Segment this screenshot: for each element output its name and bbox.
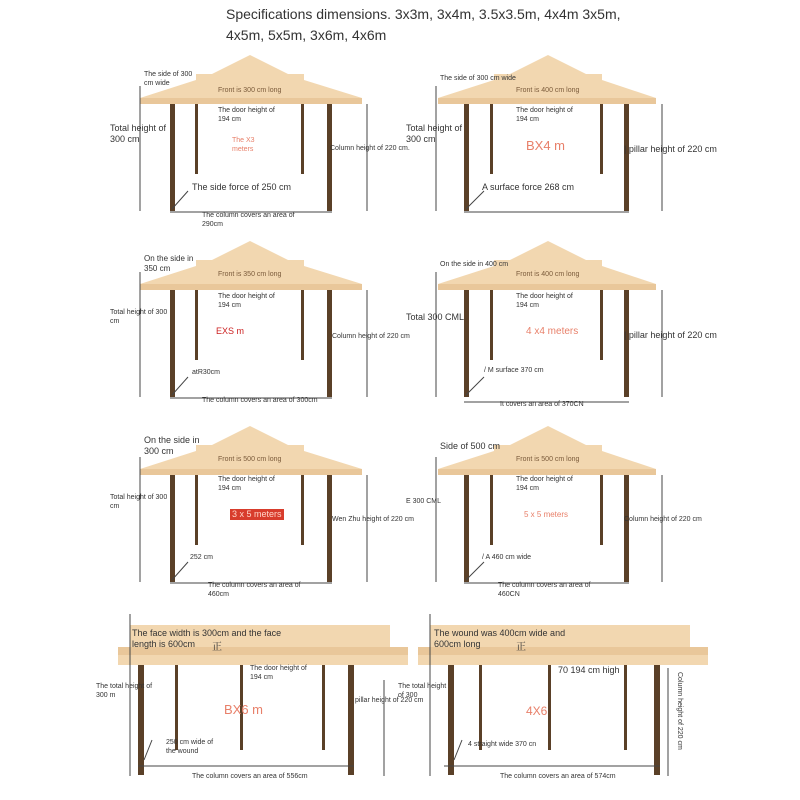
header-line-2: 4x5m, 5x5m, 3x6m, 4x6m <box>226 27 387 43</box>
pillar-front-right <box>624 290 629 397</box>
canopy-band <box>196 260 304 266</box>
column-area-label: The column covers an area of 556cm <box>192 773 308 780</box>
canopy-top <box>212 241 288 260</box>
column-height-label: pillar height of 220 cm <box>355 697 424 704</box>
gazebo-panel-8 <box>396 600 796 800</box>
gazebo-panel-2 <box>400 46 800 246</box>
gazebo-panel-4 <box>400 232 800 432</box>
side-force-label: / A 460 cm wide <box>482 554 532 561</box>
front-char-label: 正 <box>212 642 222 653</box>
center-size-label: 4X6 <box>526 704 548 718</box>
door-height-label: The door height of 194 cm <box>218 107 275 123</box>
pillar-mid-1 <box>548 665 551 750</box>
canopy-band <box>494 445 602 451</box>
pillar-back-left <box>490 290 493 360</box>
front-length-label: Front is 400 cm long <box>516 271 580 278</box>
side-force-label: 4 straight wide 370 cn <box>468 741 537 748</box>
door-height-label: The door height of 194 cm <box>218 476 275 492</box>
canopy-top <box>510 55 586 74</box>
canopy-band <box>196 74 304 80</box>
canopy-valance <box>140 284 362 290</box>
force-line <box>144 740 152 760</box>
canopy-top <box>212 55 288 74</box>
pillar-front-right <box>327 104 332 211</box>
center-size-label: BX4 m <box>526 138 566 153</box>
door-height-label: The door height of 194 cm <box>250 665 307 681</box>
total-height-label: Total height of 300 cm <box>110 494 168 510</box>
pillar-back-right <box>624 665 627 750</box>
column-area-label: The column covers an area of 574cm <box>500 773 616 780</box>
side-width-label: On the side in 350 cm <box>144 254 194 273</box>
side-force-label: 252 cm <box>190 554 213 561</box>
total-height-label: The total height of 300 <box>398 683 447 699</box>
pillar-back-right <box>301 475 304 545</box>
side-width-label: The face width is 300cm and the face length is 600cm <box>132 628 282 649</box>
column-area-label: The column covers an area of 290cm <box>202 212 295 228</box>
center-size-label: 5 x 5 meters <box>524 510 569 519</box>
column-height-label: Wen Zhu height of 220 cm <box>332 516 414 523</box>
total-height-label: Total height of 300 cm <box>110 309 168 325</box>
canopy-top <box>510 426 586 445</box>
total-height-label: Total 300 CML <box>406 312 465 322</box>
side-force-label: / M surface 370 cm <box>484 367 544 374</box>
door-height-label: The door height of 194 cm <box>516 107 573 123</box>
pillar-back-left <box>195 104 198 174</box>
center-size-label: 4 x4 meters <box>526 326 579 337</box>
pillar-back-right <box>301 104 304 174</box>
pillar-front-right <box>624 104 629 211</box>
center-size-label: BX6 m <box>224 702 264 717</box>
side-width-label: The side of 300 cm wide <box>440 75 516 82</box>
side-width-label: The side of 300 cm wide <box>144 71 193 87</box>
canopy-valance <box>418 655 708 665</box>
force-line <box>454 740 462 760</box>
column-area-label: The column covers an area of 460CN <box>498 582 591 598</box>
total-height-label: Total height of 300 cm <box>110 123 167 144</box>
front-length-label: Front is 500 cm long <box>218 456 282 463</box>
pillar-back-left <box>490 104 493 174</box>
column-area-label: The column covers an area of 460cm <box>208 582 301 598</box>
pillar-front-left <box>170 475 175 582</box>
pillar-back-right <box>600 104 603 174</box>
pillar-front-right <box>327 290 332 397</box>
column-height-label: Column height of 220 cm. <box>330 145 410 152</box>
column-area-label: The column covers an area of 300cm <box>202 397 318 404</box>
canopy-valance <box>438 98 656 104</box>
front-length-label: Front is 500 cm long <box>516 456 580 463</box>
pillar-front-left <box>464 290 469 397</box>
door-height-label: 70 194 cm high <box>558 665 620 675</box>
center-size-label: 3 x 5 meters <box>232 509 282 519</box>
canopy-valance <box>140 98 362 104</box>
side-force-label: A surface force 268 cm <box>482 182 575 192</box>
pillar-front-left <box>170 104 175 211</box>
side-width-label: Side of 500 cm <box>440 441 501 451</box>
pillar-front-left <box>170 290 175 397</box>
canopy-top <box>212 426 288 445</box>
side-width-label: On the side in 300 cm <box>144 435 200 456</box>
pillar-back-right <box>600 475 603 545</box>
pillar-front-right <box>624 475 629 582</box>
canopy-top <box>510 241 586 260</box>
side-force-label: 250 cm wide of the wound <box>166 739 214 755</box>
column-height-label: | pillar height of 220 cm <box>624 330 717 340</box>
side-force-label: The side force of 250 cm <box>192 182 292 192</box>
total-height-label: E 300 CML <box>406 498 442 505</box>
door-height-label: The door height of 194 cm <box>218 293 275 309</box>
pillar-back-right <box>301 290 304 360</box>
pillar-front-left <box>464 104 469 211</box>
gazebo-panel-6 <box>400 417 800 617</box>
pillar-back-left <box>490 475 493 545</box>
front-length-label: Front is 350 cm long <box>218 271 282 278</box>
pillar-back-left <box>195 290 198 360</box>
column-height-label: Column height of 220 cm <box>624 516 702 523</box>
door-height-label: The door height of 194 cm <box>516 293 573 309</box>
canopy-band <box>196 445 304 451</box>
front-length-label: Front is 300 cm long <box>218 87 282 94</box>
column-height-label: | pillar height of 220 cm <box>624 144 717 154</box>
column-area-label: It covers an area of 370CN <box>500 401 584 408</box>
front-char-label: 正 <box>516 642 526 653</box>
pillar-back-left <box>479 665 482 750</box>
canopy-band <box>494 260 602 266</box>
column-height-label: Column height of 220 cm <box>676 672 683 750</box>
column-height-label: Column height of 220 cm <box>332 333 410 340</box>
total-height-label: The total height of 300 m <box>96 683 153 699</box>
pillar-front-left <box>464 475 469 582</box>
canopy-valance <box>438 284 656 290</box>
side-width-label: On the side in 400 cm <box>440 261 509 268</box>
center-size-label: The X3 meters <box>232 137 255 153</box>
header-line-1: Specifications dimensions. 3x3m, 3x4m, 3.5x3.5m, 4x4m 3x5m, <box>226 6 621 22</box>
pillar-front-right <box>654 665 660 775</box>
pillar-back-left <box>195 475 198 545</box>
center-size-label: EXS m <box>216 326 245 336</box>
door-height-label: The door height of 194 cm <box>516 476 573 492</box>
front-length-label: Front is 400 cm long <box>516 87 580 94</box>
pillar-back-right <box>322 665 325 750</box>
total-height-label: Total height of 300 cm <box>406 123 463 144</box>
side-force-label: atR30cm <box>192 369 221 376</box>
pillar-front-right <box>348 665 354 775</box>
specifications-header <box>226 4 646 46</box>
side-width-label: The wound was 400cm wide and 600cm long <box>434 628 566 649</box>
pillar-front-right <box>327 475 332 582</box>
pillar-back-right <box>600 290 603 360</box>
